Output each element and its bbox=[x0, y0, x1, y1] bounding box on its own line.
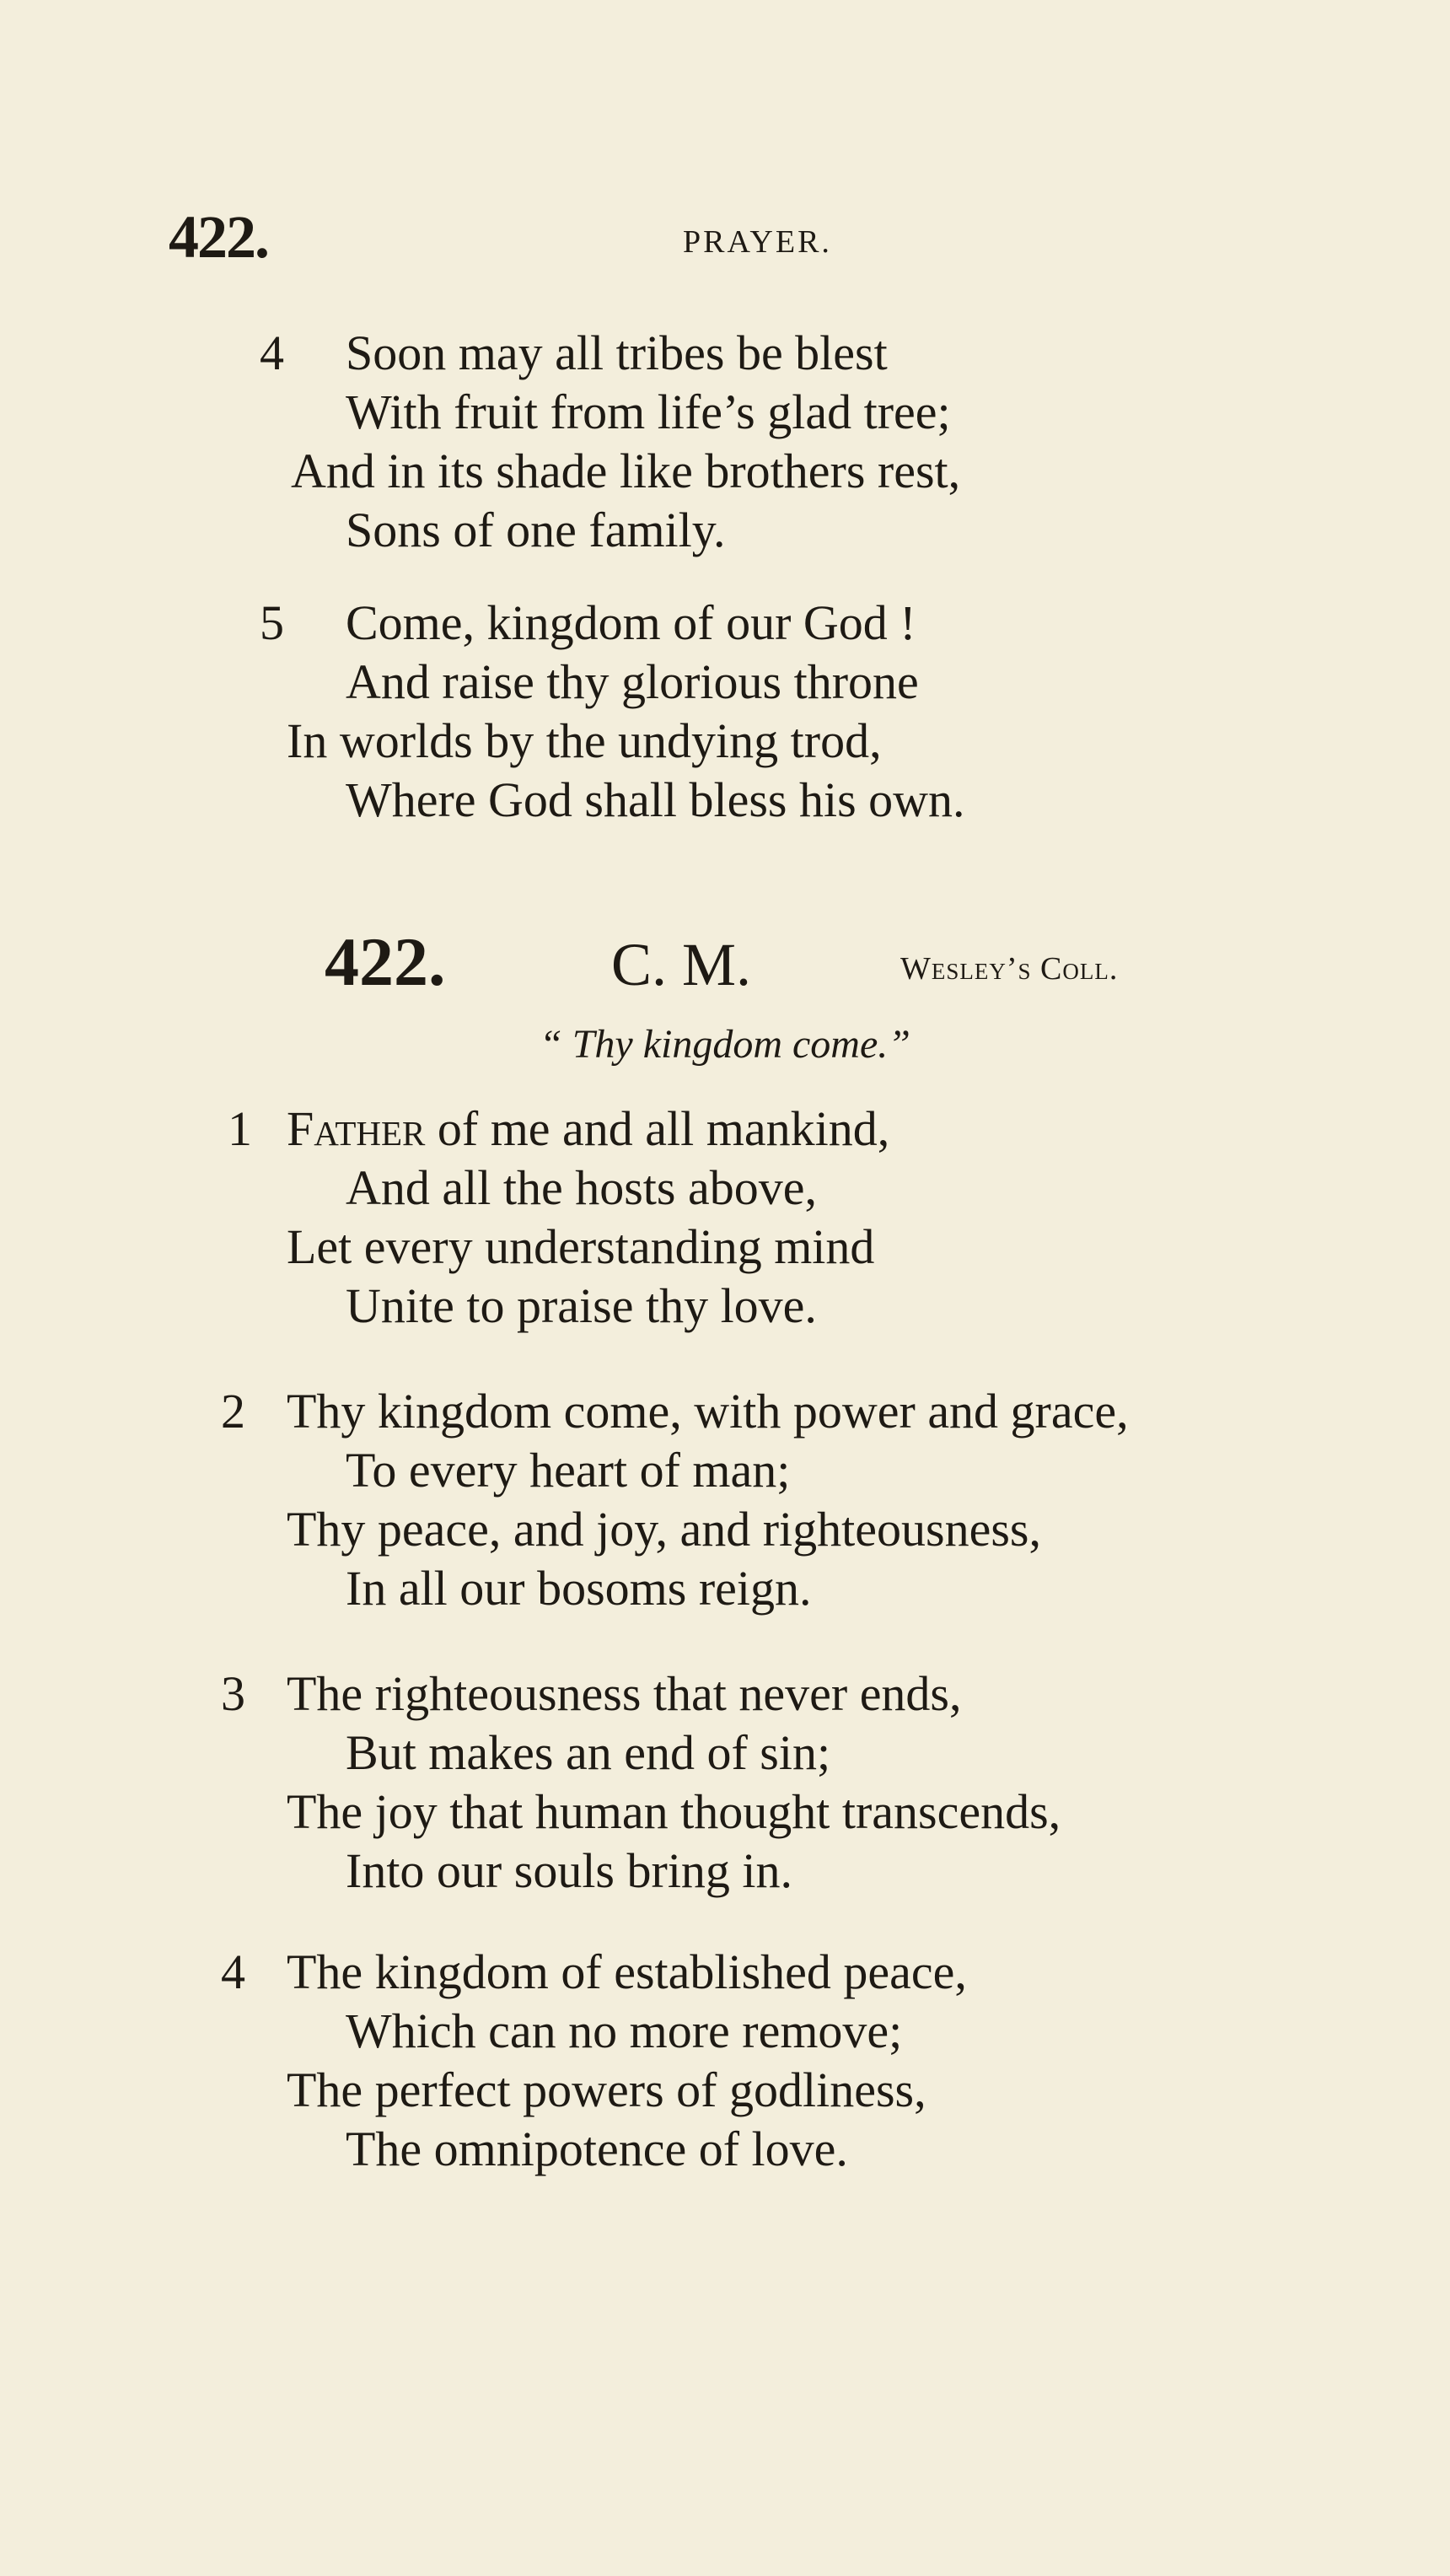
stanza-number: 2 bbox=[221, 1384, 245, 1439]
stanza-number: 4 bbox=[221, 1944, 245, 1999]
page-number: 422. bbox=[169, 203, 268, 271]
hymn-meter: C. M. bbox=[611, 931, 752, 998]
verse-line: Come, kingdom of our God ! bbox=[346, 595, 916, 650]
verse-line: Let every understanding mind bbox=[287, 1219, 875, 1274]
verse-line: Thy peace, and joy, and righteousness, bbox=[287, 1502, 1041, 1557]
verse-line: The perfect powers of godliness, bbox=[287, 2062, 926, 2117]
first-word: Father bbox=[287, 1101, 426, 1156]
verse-line bbox=[287, 1101, 890, 1156]
verse-line: Thy kingdom come, with power and grace, bbox=[287, 1384, 1129, 1439]
verse-line: In worlds by the undying trod, bbox=[287, 713, 882, 768]
verse-line: And in its shade like brothers rest, bbox=[291, 444, 961, 498]
verse-line: Soon may all tribes be blest bbox=[346, 325, 888, 380]
running-title: PRAYER. bbox=[683, 224, 832, 260]
verse-line: With fruit from life’s glad tree; bbox=[346, 385, 951, 439]
verse-line: Unite to praise thy love. bbox=[346, 1278, 817, 1333]
verse-line: Where God shall bless his own. bbox=[346, 772, 965, 827]
stanza-number: 4 bbox=[260, 325, 284, 380]
verse-line: The omnipotence of love. bbox=[346, 2122, 848, 2176]
verse-line: The righteousness that never ends, bbox=[287, 1666, 962, 1721]
verse-line: Into our souls bring in. bbox=[346, 1843, 793, 1898]
hymn-source: Wesley’s Coll. bbox=[900, 951, 1119, 987]
verse-line: In all our bosoms reign. bbox=[346, 1561, 812, 1616]
verse-line: But makes an end of sin; bbox=[346, 1725, 831, 1780]
verse-line-rest: of me and all mankind, bbox=[425, 1101, 890, 1156]
verse-line: Which can no more remove; bbox=[346, 2003, 903, 2058]
hymn-number: 422. bbox=[325, 923, 446, 1000]
stanza-number: 3 bbox=[221, 1666, 245, 1721]
verse-line: To every heart of man; bbox=[346, 1443, 791, 1498]
verse-line: And all the hosts above, bbox=[346, 1160, 817, 1215]
verse-line: The kingdom of established peace, bbox=[287, 1944, 967, 1999]
stanza-number: 1 bbox=[228, 1101, 252, 1156]
stanza-number: 5 bbox=[260, 595, 284, 650]
verse-line: The joy that human thought transcends, bbox=[287, 1784, 1061, 1839]
verse-line: Sons of one family. bbox=[346, 503, 726, 557]
verse-line: And raise thy glorious throne bbox=[346, 654, 919, 709]
hymn-epigraph: “ Thy kingdom come.” bbox=[540, 1022, 910, 1067]
